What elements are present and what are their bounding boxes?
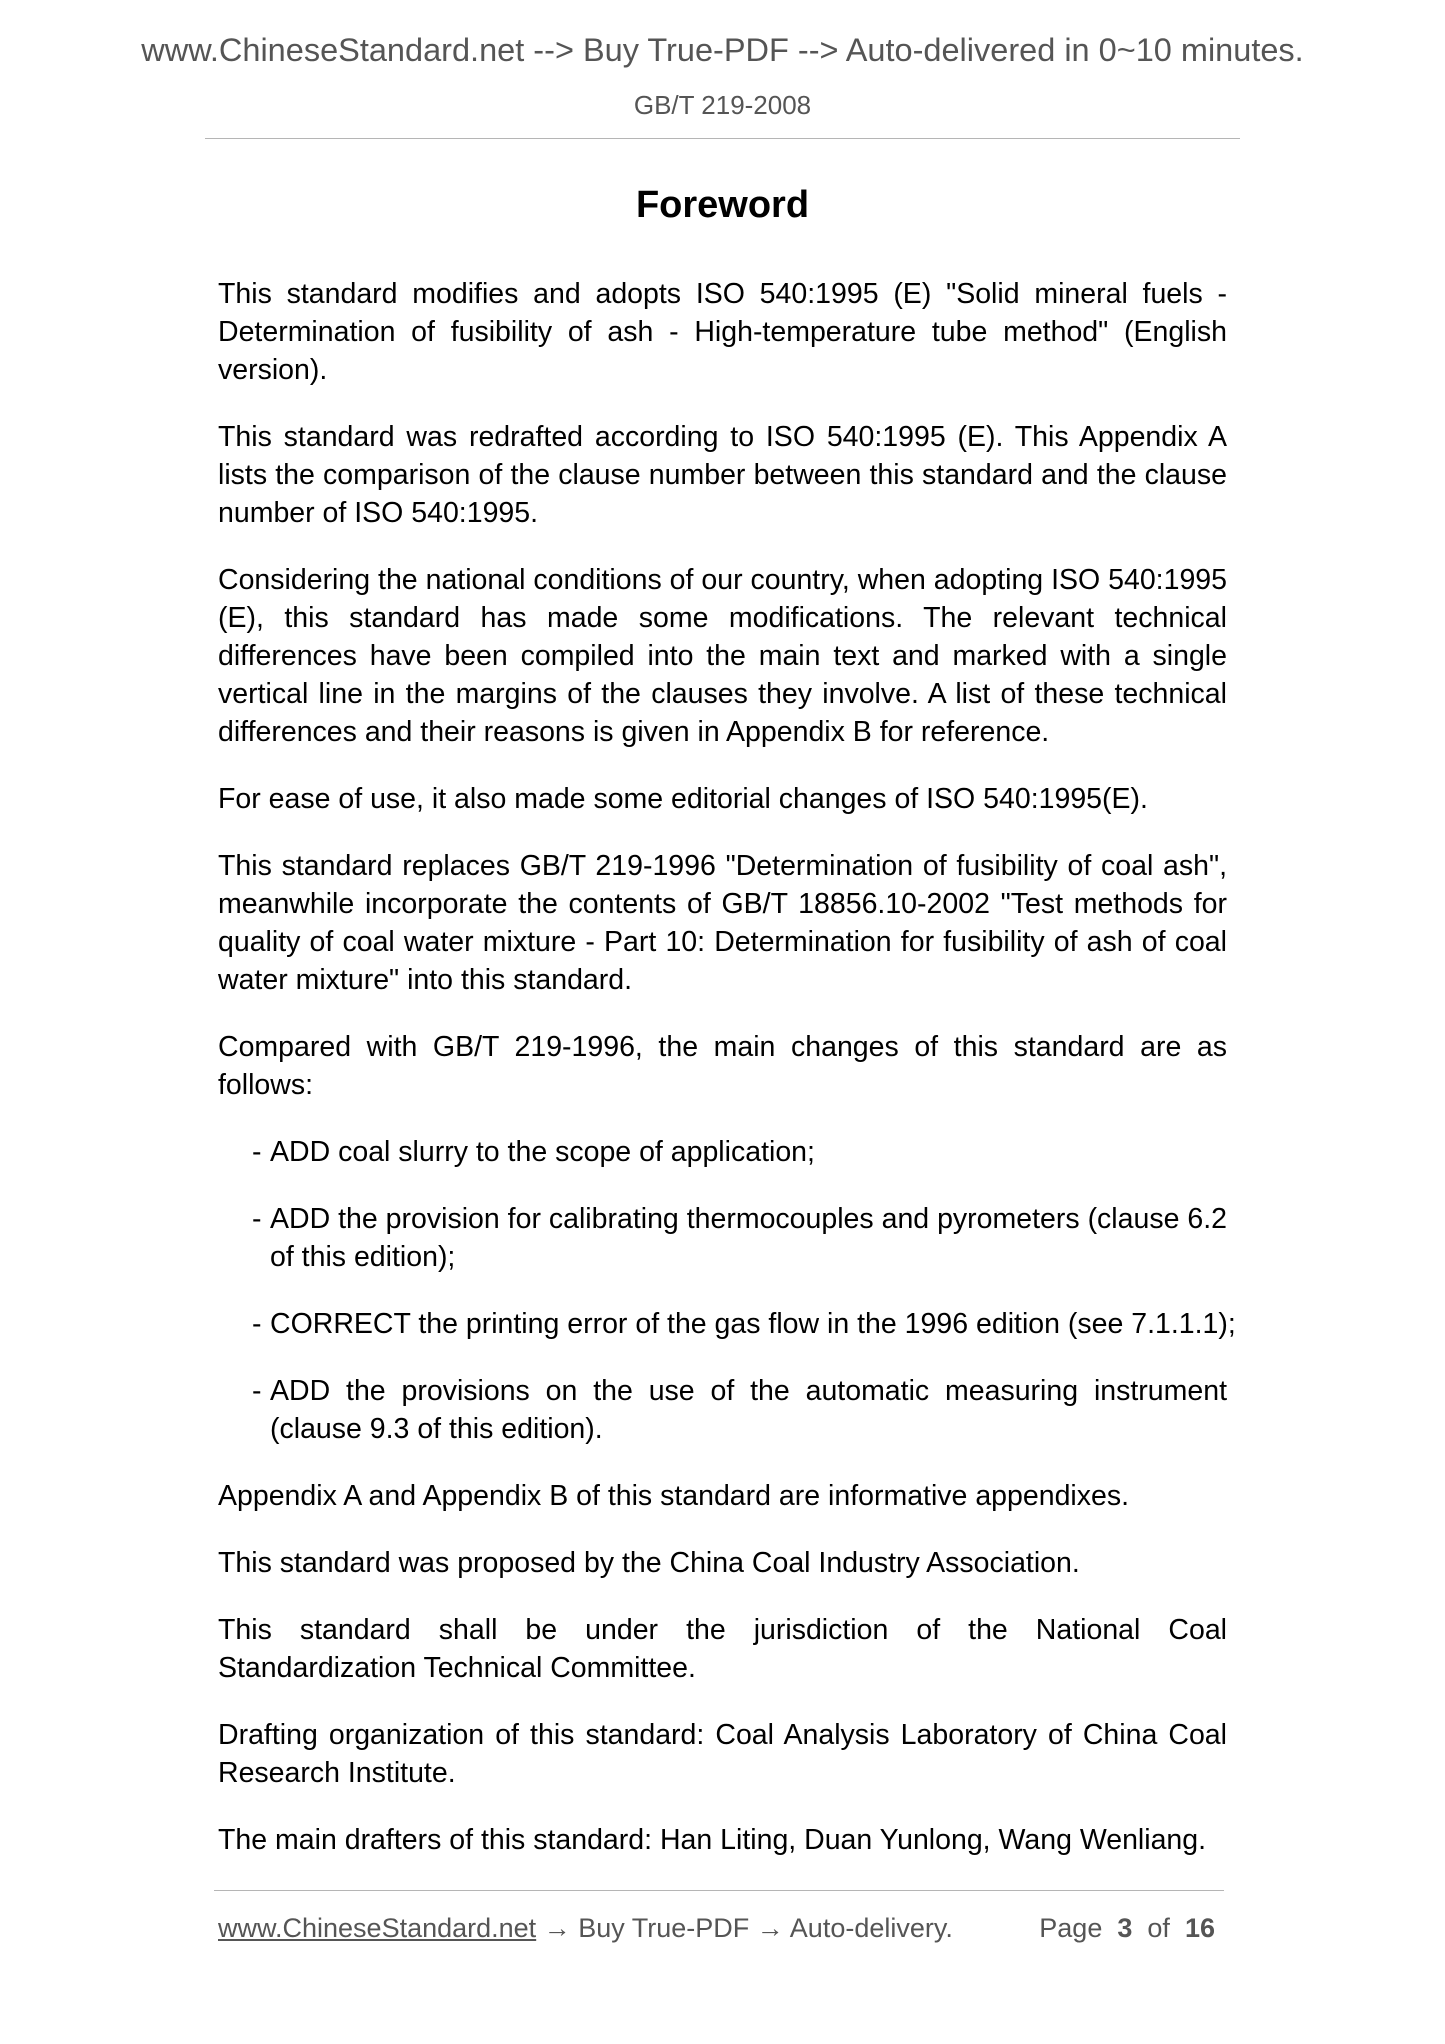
page-total: 16: [1184, 1913, 1215, 1943]
list-dash: -: [252, 1136, 262, 1168]
list-item: [252, 1200, 1227, 1276]
footer-divider: [214, 1890, 1224, 1891]
list-item-text: CORRECT the printing error of the gas flow in the 1996 edition (see 7.1.1.1);: [270, 1308, 1236, 1340]
paragraph-proposed-by: This standard was proposed by the China Coal Industry Association.: [218, 1547, 1080, 1579]
paragraph-adoption: This standard modifies and adopts ISO 540:1995 (E) "Solid mineral fuels - Determination of fusibility of ash - High-temperature tube method" (English version).: [218, 278, 1227, 386]
list-dash: -: [252, 1308, 262, 1340]
paragraph-changes-intro: Compared with GB/T 219-1996, the main changes of this standard are as follows:: [218, 1031, 1227, 1101]
page-title: Foreword: [635, 184, 810, 226]
paragraph-modifications: Considering the national conditions of our country, when adopting ISO 540:1995 (E), this standard has made some modifications. The relevant technical differences have been compiled into the main text and marked with a single vertical line in the margins of the clauses they involve. A list of these technical differences and their reasons is given in Appendix B for reference.: [218, 564, 1227, 748]
paragraph-editorial: For ease of use, it also made some editorial changes of ISO 540:1995(E).: [218, 783, 1148, 815]
page-label: Page: [1039, 1913, 1103, 1943]
paragraph-appendixes: Appendix A and Appendix B of this standard are informative appendixes.: [218, 1480, 1130, 1512]
paragraph-redraft: This standard was redrafted according to ISO 540:1995 (E). This Appendix A lists the comparison of the clause number between this standard and the clause number of ISO 540:1995.: [218, 421, 1227, 529]
arrow-right-icon: →: [756, 1913, 784, 1943]
site-banner: www.ChineseStandard.net --> Buy True-PDF --> Auto-delivered in 0~10 minutes.: [141, 32, 1304, 68]
paragraph-drafters: The main drafters of this standard: Han Liting, Duan Yunlong, Wang Wenliang.: [218, 1824, 1207, 1856]
standard-code: GB/T 219-2008: [633, 90, 812, 120]
header-divider: [205, 138, 1240, 139]
list-item-text: ADD coal slurry to the scope of application;: [270, 1136, 815, 1168]
list-dash: -: [252, 1375, 262, 1407]
page-number: [1039, 1913, 1215, 1944]
page-footer: [218, 1913, 1223, 1953]
paragraph-drafting-org: Drafting organization of this standard: Coal Analysis Laboratory of China Coal Research Institute.: [218, 1719, 1227, 1789]
footer-site-link[interactable]: www.ChineseStandard.net: [218, 1913, 537, 1943]
footer-buy-text: Buy True-PDF: [578, 1913, 750, 1943]
list-item: [252, 1305, 1236, 1343]
changes-list: [218, 1133, 1236, 1448]
paragraph-replaces: This standard replaces GB/T 219-1996 "Determination of fusibility of coal ash", meanwhile incorporate the contents of GB/T 18856.10-2002 "Test methods for quality of coal water mixture - Part 10: Determination for fusibility of ash of coal water mixture" into this standard.: [218, 850, 1227, 996]
list-item-text: ADD the provisions on the use of the automatic measuring instrument (clause 9.3 of this edition).: [270, 1375, 1227, 1445]
footer-delivery-text: Auto-delivery.: [789, 1913, 953, 1943]
arrow-right-icon: →: [543, 1913, 571, 1943]
list-dash: -: [252, 1203, 262, 1235]
list-item: [252, 1133, 1227, 1171]
list-item-text: ADD the provision for calibrating thermocouples and pyrometers (clause 6.2 of this edition);: [270, 1203, 1227, 1273]
paragraph-jurisdiction: This standard shall be under the jurisdiction of the National Coal Standardization Technical Committee.: [218, 1614, 1227, 1684]
page-of: of: [1147, 1913, 1170, 1943]
list-item: [252, 1372, 1227, 1448]
foreword-body: [218, 275, 1236, 1888]
page-current: 3: [1117, 1913, 1133, 1943]
footer-promo: [218, 1913, 953, 1944]
